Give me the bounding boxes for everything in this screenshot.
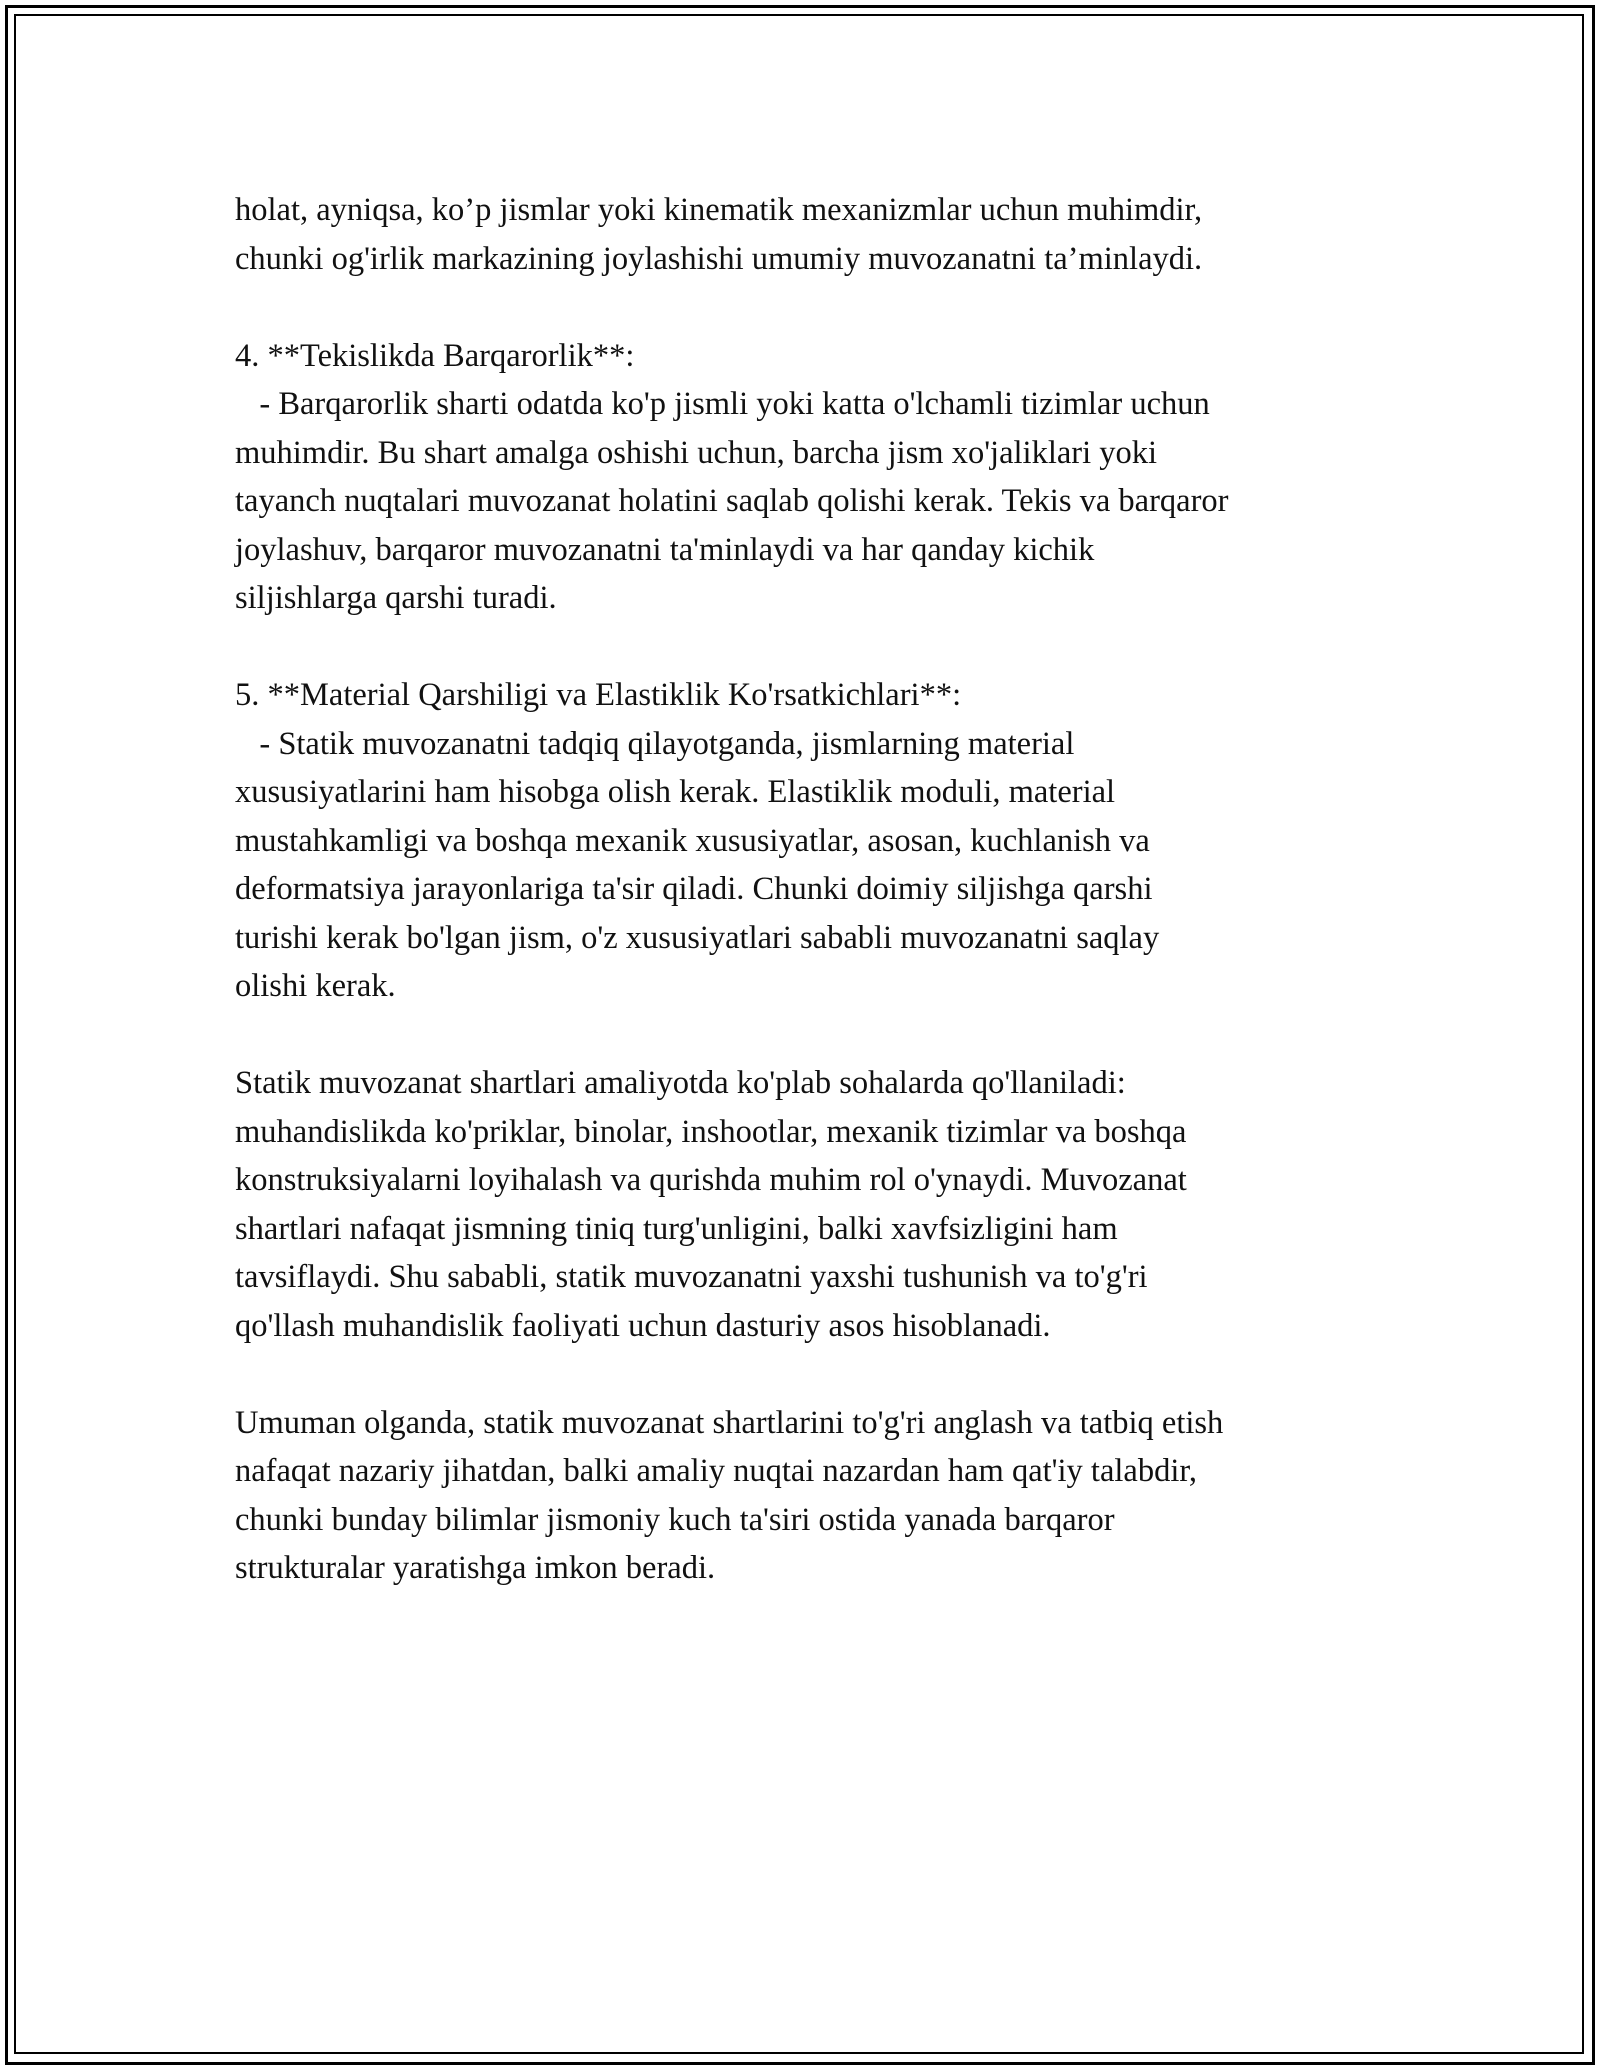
text-line: shartlari nafaqat jismning tiniq turg'unligini, balki xavfsizligini ham bbox=[235, 1210, 1118, 1247]
text-line: nafaqat nazariy jihatdan, balki amaliy nuqtai nazardan ham qat'iy talabdir, bbox=[235, 1453, 1198, 1489]
section-heading: 4. **Tekislikda Barqarorlik**: bbox=[235, 337, 635, 374]
text-line: qo'llash muhandislik faoliyati uchun dasturiy asos hisoblanadi. bbox=[235, 1307, 1051, 1344]
text-line: turishi kerak bo'lgan jism, o'z xususiyatlari sababli muvozanatni saqlay bbox=[235, 919, 1160, 956]
text-line: chunki bunday bilimlar jismoniy kuch ta'siri ostida yanada barqaror bbox=[235, 1501, 1115, 1538]
text-line: konstruksiyalarni loyihalash va qurishda muhim rol o'ynaydi. Muvozanat bbox=[235, 1162, 1187, 1198]
paragraph-conclusion bbox=[235, 1399, 1385, 1593]
text-line: muhimdir. Bu shart amalga oshishi uchun, barcha jism xo'jaliklari yoki bbox=[235, 434, 1158, 471]
text-line: strukturalar yaratishga imkon beradi. bbox=[235, 1550, 716, 1586]
text-line: holat, ayniqsa, ko’p jismlar yoki kinematik mexanizmlar uchun muhimdir, bbox=[235, 192, 1203, 228]
text-line: - Barqarorlik sharti odatda ko'p jismli yoki katta o'lchamli tizimlar uchun bbox=[235, 386, 1210, 422]
text-line: xususiyatlarini ham hisobga olish kerak. Elastiklik moduli, material bbox=[235, 774, 1116, 810]
text-line: Statik muvozanat shartlari amaliyotda ko'plab sohalarda qo'llaniladi: bbox=[235, 1065, 1126, 1101]
text-line: chunki og'irlik markazining joylashishi umumiy muvozanatni ta’minlaydi. bbox=[235, 240, 1203, 277]
paragraph-applications bbox=[235, 1059, 1385, 1350]
text-line: tayanch nuqtalari muvozanat holatini saqlab qolishi kerak. Tekis va barqaror bbox=[235, 483, 1229, 519]
text-line: siljishlarga qarshi turadi. bbox=[235, 580, 557, 616]
text-line: mustahkamligi va boshqa mexanik xususiyatlar, asosan, kuchlanish va bbox=[235, 822, 1150, 859]
section-heading: 5. **Material Qarshiligi va Elastiklik Ko'rsatkichlari**: bbox=[235, 677, 962, 713]
text-line: - Statik muvozanatni tadqiq qilayotganda, jismlarning material bbox=[235, 725, 1075, 762]
text-line: joylashuv, barqaror muvozanatni ta'minlaydi va har qanday kichik bbox=[235, 531, 1095, 568]
section-5-material-resistance bbox=[235, 671, 1385, 1011]
text-line: tavsiflaydi. Shu sababli, statik muvozanatni yaxshi tushunish va to'g'ri bbox=[235, 1259, 1148, 1295]
paragraph-continuation bbox=[235, 186, 1385, 283]
text-line: Umuman olganda, statik muvozanat shartlarini to'g'ri anglash va tatbiq etish bbox=[235, 1404, 1224, 1441]
text-line: deformatsiya jarayonlariga ta'sir qiladi. Chunki doimiy siljishga qarshi bbox=[235, 871, 1153, 907]
document-body bbox=[235, 186, 1385, 1641]
section-4-planar-stability bbox=[235, 332, 1385, 623]
text-line: muhandislikda ko'priklar, binolar, inshootlar, mexanik tizimlar va boshqa bbox=[235, 1113, 1187, 1150]
text-line: olishi kerak. bbox=[235, 968, 396, 1004]
